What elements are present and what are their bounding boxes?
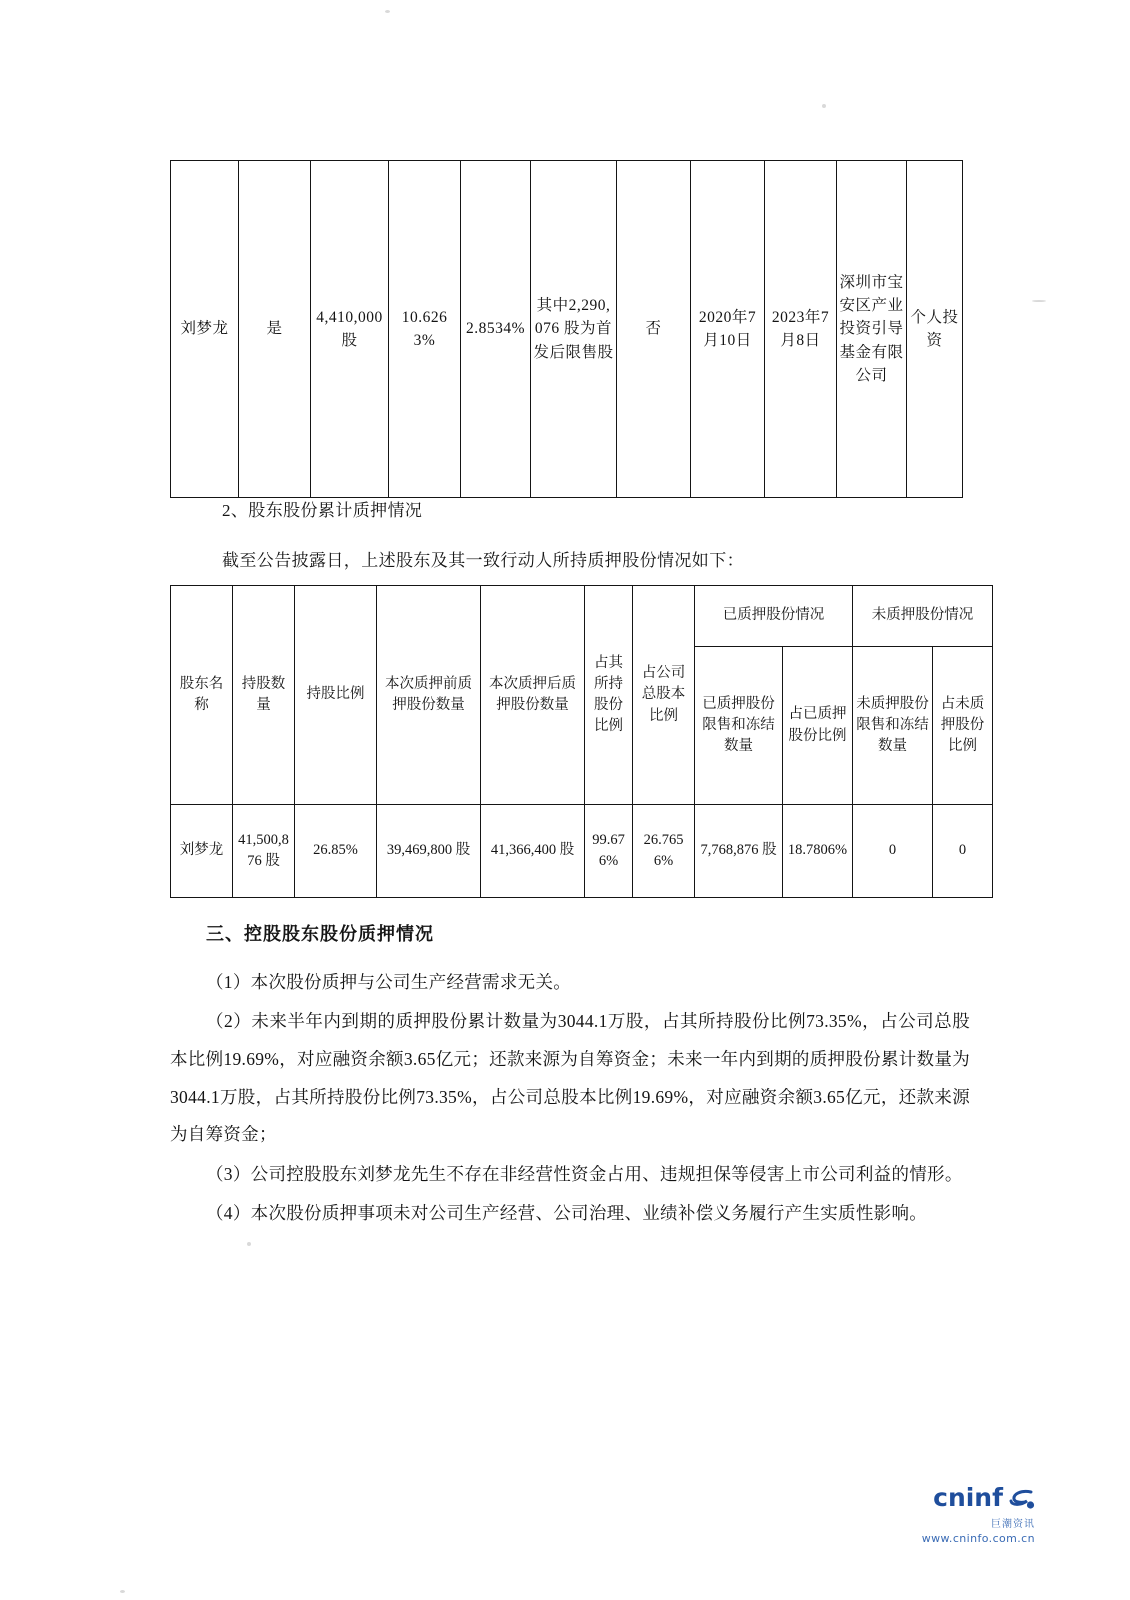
section-3-paragraph-4: （4）本次股份质押事项未对公司生产经营、公司治理、业绩补偿义务履行产生实质性影响。 — [206, 1203, 928, 1224]
cell-unpledged-restricted-count: 0 — [853, 805, 933, 898]
cell-ratio-of-total: 26.7656% — [633, 805, 695, 898]
header-pledged-after: 本次质押后质押股份数量 — [481, 586, 585, 805]
group-header-pledged: 已质押股份情况 — [695, 586, 853, 647]
header-pledged-restricted-count: 已质押股份限售和冻结数量 — [695, 647, 783, 805]
section-3-paragraph-2: （2）未来半年内到期的质押股份累计数量为3044.1万股，占其所持股份比例73.35%，占公司总股本比例19.69%，对应融资余额3.65亿元；还款来源为自筹资金；未来一年内到期的质押股份累计数量为3044.1万股，占其所持股份比例73.35%，占公司总股本比例19.69%，对应融资余额3.65亿元，还款来源为自筹资金； — [170, 1011, 970, 1145]
scan-speckle — [385, 10, 390, 13]
cell-ratio-of-holding: 10.6263% — [389, 161, 461, 498]
cell-is-controlling: 是 — [239, 161, 311, 498]
cell-unpledged-restricted-ratio: 0 — [933, 805, 993, 898]
table-row — [171, 805, 993, 898]
cell-ratio-of-total: 2.8534% — [461, 161, 531, 498]
section-2-intro: 截至公告披露日，上述股东及其一致行动人所持质押股份情况如下： — [222, 551, 744, 570]
cell-is-limited: 否 — [617, 161, 691, 498]
cell-shareholder-name: 刘梦龙 — [171, 805, 233, 898]
header-shareholder-name: 股东名称 — [171, 586, 233, 805]
header-ratio-of-total: 占公司总股本比例 — [633, 586, 695, 805]
section-3-paragraph-3: （3）公司控股股东刘梦龙先生不存在非经营性资金占用、违规担保等侵害上市公司利益的情形。 — [206, 1163, 963, 1184]
cell-purpose: 个人投资 — [907, 161, 963, 498]
header-ratio-of-holding: 占其所持股份比例 — [585, 586, 633, 805]
cell-start-date: 2020年7月10日 — [691, 161, 765, 498]
cninfo-logo-subtitle: 巨潮资讯 — [991, 1519, 1035, 1530]
cell-pledgee: 深圳市宝安区产业投资引导基金有限公司 — [837, 161, 907, 498]
cell-pledged-restricted-count: 7,768,876 股 — [695, 805, 783, 898]
cninfo-logo-url: www.cninfo.com.cn — [921, 1532, 1035, 1545]
cell-pledged-before: 39,469,800 股 — [377, 805, 481, 898]
section-3-paragraph-1: （1）本次股份质押与公司生产经营需求无关。 — [206, 971, 572, 992]
header-unpledged-restricted-ratio: 占未质押股份比例 — [933, 647, 993, 805]
cninfo-swoosh-icon — [1009, 1488, 1035, 1517]
cell-end-date: 2023年7月8日 — [765, 161, 837, 498]
cell-share-ratio: 26.85% — [295, 805, 377, 898]
cell-ratio-of-holding: 99.676% — [585, 805, 633, 898]
cumulative-pledge-table — [170, 585, 993, 898]
section-3-block — [170, 915, 970, 1235]
cell-note: 其中2,290,076 股为首发后限售股 — [531, 161, 617, 498]
section-2-title: 2、股东股份累计质押情况 — [222, 501, 423, 520]
table-row — [171, 161, 963, 498]
header-unpledged-restricted-count: 未质押股份限售和冻结数量 — [853, 647, 933, 805]
scan-speckle — [1032, 300, 1046, 302]
cninfo-logo — [922, 1483, 1035, 1545]
scan-speckle — [120, 1590, 125, 1593]
section-3-title: 三、控股股东股份质押情况 — [206, 924, 434, 944]
scan-speckle — [247, 1242, 251, 1246]
pledge-detail-table — [170, 160, 963, 498]
cell-shares-pledged: 4,410,000 股 — [311, 161, 389, 498]
header-pledged-before: 本次质押前质押股份数量 — [377, 586, 481, 805]
table-group-header-row — [171, 586, 993, 647]
cell-shareholder-name: 刘梦龙 — [171, 161, 239, 498]
header-share-ratio: 持股比例 — [295, 586, 377, 805]
cell-share-count: 41,500,876 股 — [233, 805, 295, 898]
cell-pledged-after: 41,366,400 股 — [481, 805, 585, 898]
cell-pledged-restricted-ratio: 18.7806% — [783, 805, 853, 898]
header-share-count: 持股数量 — [233, 586, 295, 805]
cninfo-logo-text: cninf — [933, 1483, 1003, 1513]
group-header-unpledged: 未质押股份情况 — [853, 586, 993, 647]
header-pledged-restricted-ratio: 占已质押股份比例 — [783, 647, 853, 805]
scan-speckle — [822, 104, 826, 108]
